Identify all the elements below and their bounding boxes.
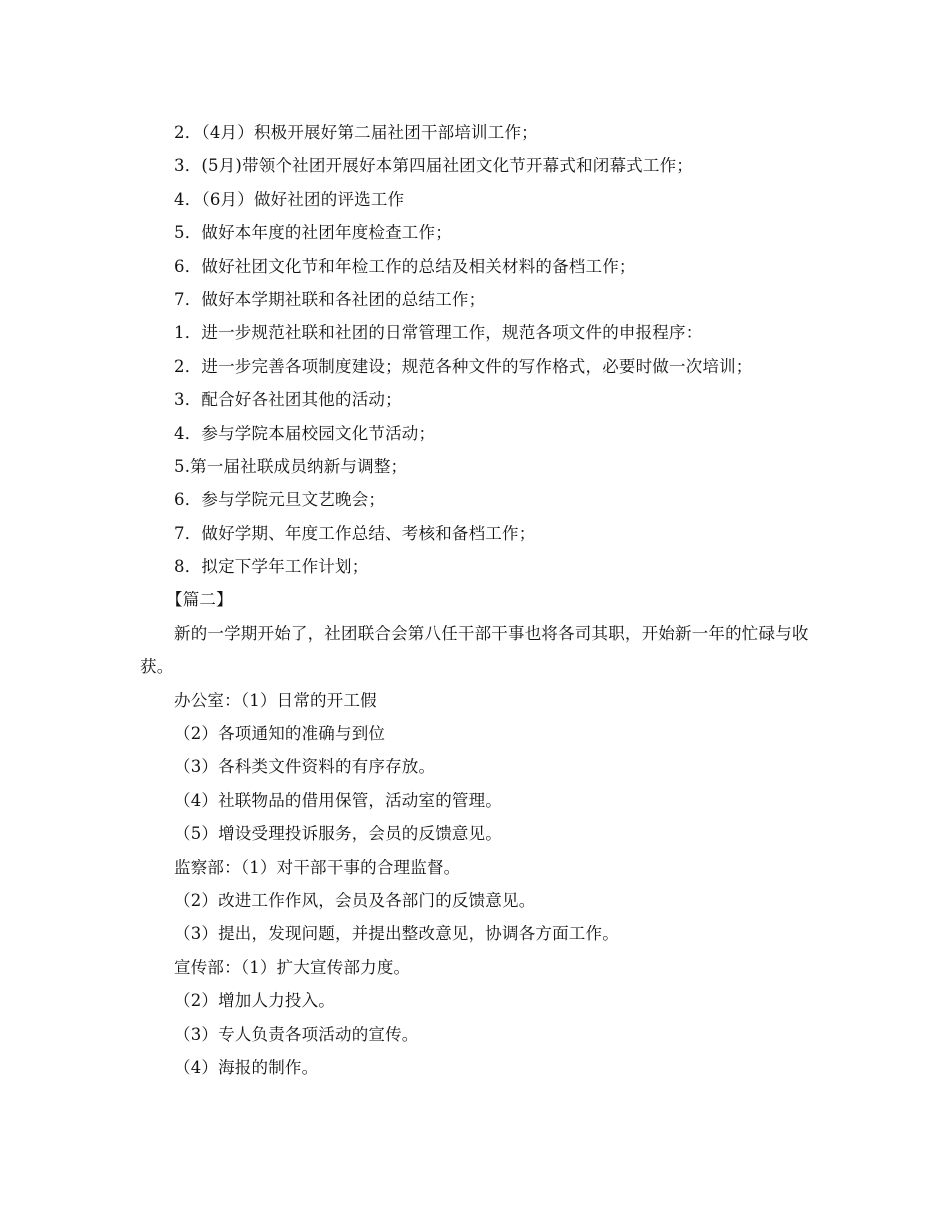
list-item: （3）专人负责各项活动的宣传。 bbox=[174, 1024, 419, 1044]
list-item: 宣传部：（1）扩大宣传部力度。 bbox=[174, 957, 411, 977]
list-item: （4）社联物品的借用保管，活动室的管理。 bbox=[174, 790, 502, 810]
list-item: （5）增设受理投诉服务，会员的反馈意见。 bbox=[174, 824, 502, 844]
list-item: 4．参与学院本届校园文化节活动； bbox=[174, 423, 436, 443]
list-item: （4）海报的制作。 bbox=[174, 1057, 319, 1077]
list-item: 1．进一步规范社联和社团的日常管理工作，规范各项文件的申报程序： bbox=[174, 323, 703, 343]
list-item: 3．(5月)带领个社团开展好本第四届社团文化节开幕式和闭幕式工作； bbox=[174, 156, 693, 176]
list-item: 2．进一步完善各项制度建设；规范各种文件的写作格式，必要时做一次培训； bbox=[174, 356, 753, 376]
list-item: （3）提出，发现问题，并提出整改意见，协调各方面工作。 bbox=[174, 924, 619, 944]
document-body bbox=[140, 116, 820, 1084]
list-item: 5．做好本年度的社团年度检查工作； bbox=[174, 223, 452, 243]
list-item: （2）改进工作作风，会员及各部门的反馈意见。 bbox=[174, 891, 536, 911]
list-item: 2．（4月）积极开展好第二届社团干部培训工作； bbox=[174, 123, 538, 142]
list-item: 6．做好社团文化节和年检工作的总结及相关材料的备档工作； bbox=[174, 256, 636, 276]
intro-paragraph: 新的一学期开始了，社团联合会第八任干部干事也将各司其职，开始新一年的忙碌与收获。 bbox=[140, 623, 809, 677]
list-item: 5.第一届社联成员纳新与调整； bbox=[174, 456, 408, 476]
list-item: （2）各项通知的准确与到位 bbox=[174, 724, 386, 744]
section-heading: 【篇二】 bbox=[166, 590, 233, 610]
list-item: （2）增加人力投入。 bbox=[174, 991, 335, 1011]
list-item: （3）各科类文件资料的有序存放。 bbox=[174, 757, 436, 777]
list-item: 4．（6月）做好社团的评选工作 bbox=[174, 189, 405, 209]
list-item: 7．做好本学期社联和各社团的总结工作； bbox=[174, 289, 486, 309]
list-item: 3．配合好各社团其他的活动； bbox=[174, 390, 402, 410]
list-item: 8．拟定下学年工作计划； bbox=[174, 557, 369, 577]
list-item: 6．参与学院元旦文艺晚会； bbox=[174, 490, 386, 510]
list-item: 监察部：（1）对干部干事的合理监督。 bbox=[174, 857, 461, 877]
list-item: 办公室：（1）日常的开工假 bbox=[174, 690, 377, 710]
list-item: 7．做好学期、年度工作总结、考核和备档工作； bbox=[174, 523, 536, 543]
